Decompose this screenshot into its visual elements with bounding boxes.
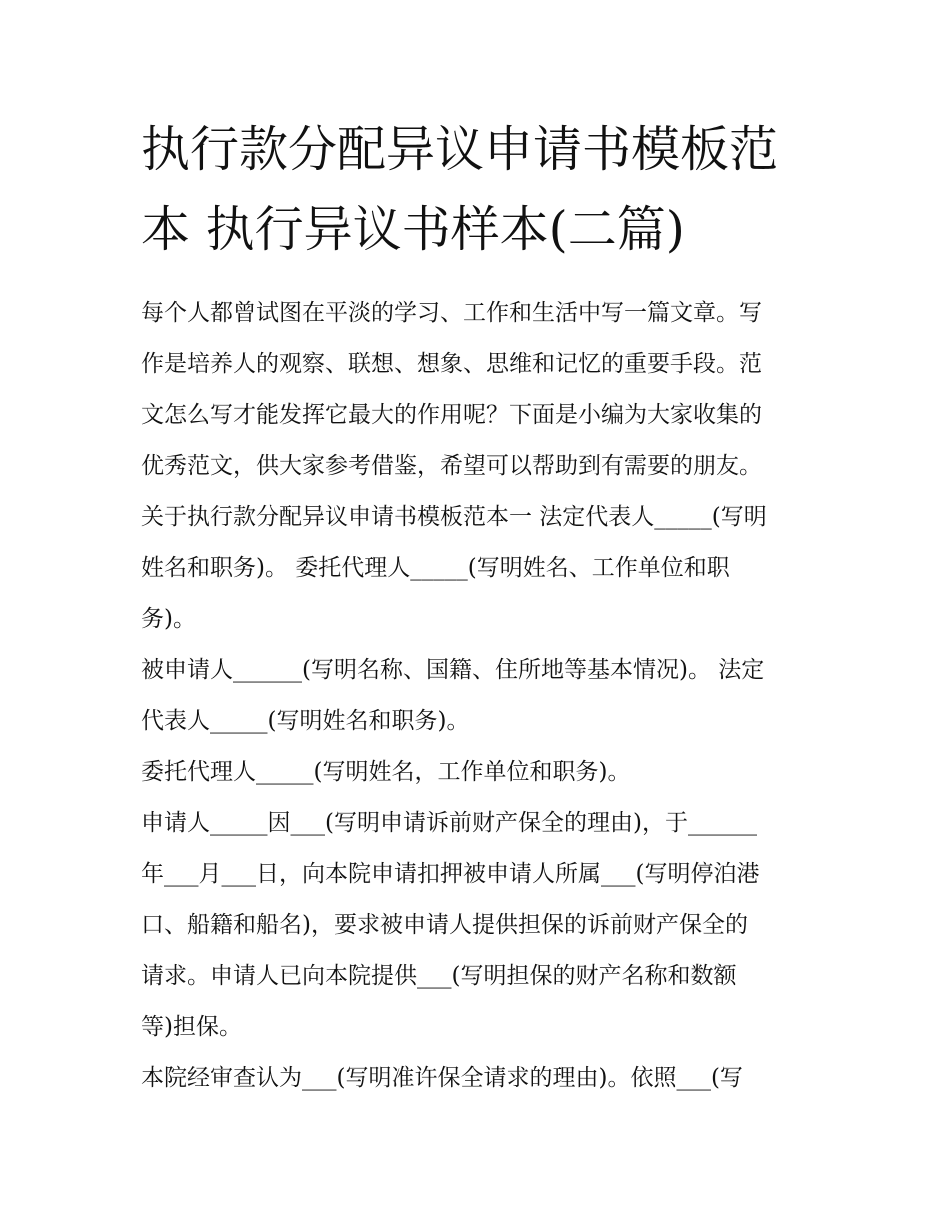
text-line: 文怎么写才能发挥它最大的作用呢？下面是小编为大家收集的: [141, 402, 762, 428]
title-line-1: 执行款分配异议申请书模板范: [141, 121, 779, 178]
text-line: 被申请人______(写明名称、国籍、住所地等基本情况)。 法定: [141, 657, 765, 683]
text-line: 务)。: [141, 606, 196, 632]
document-title: [141, 110, 821, 270]
text-line: 请求。申请人已向本院提供___(写明担保的财产名称和数额: [141, 963, 737, 989]
text-line: 姓名和职务)。 委托代理人_____(写明姓名、工作单位和职: [141, 555, 730, 581]
text-line: 代表人_____(写明姓名和职务)。: [141, 708, 470, 734]
document-page: [141, 110, 821, 1104]
text-line: 关于执行款分配异议申请书模板范本一 法定代表人_____(写明: [141, 504, 767, 530]
text-line: 每个人都曾试图在平淡的学习、工作和生活中写一篇文章。写: [141, 300, 762, 326]
paragraph-application: [141, 798, 821, 1053]
text-line: 口、船籍和船名)，要求被申请人提供担保的诉前财产保全的: [141, 912, 748, 938]
title-line-2: 本 执行异议书样本(二篇): [141, 201, 685, 258]
paragraph-intro: [141, 288, 821, 645]
paragraph-review: [141, 1053, 821, 1104]
text-line: 委托代理人_____(写明姓名，工作单位和职务)。: [141, 759, 631, 785]
paragraph-respondent: [141, 645, 821, 747]
text-line: 优秀范文，供大家参考借鉴，希望可以帮助到有需要的朋友。: [141, 453, 762, 479]
text-line: 申请人_____因___(写明申请诉前财产保全的理由)，于______: [141, 810, 757, 836]
text-line: 作是培养人的观察、联想、想象、思维和记忆的重要手段。范: [141, 351, 762, 377]
text-line: 本院经审查认为___(写明准许保全请求的理由)。依照___(写: [141, 1065, 743, 1091]
paragraph-agent: [141, 747, 821, 798]
text-line: 年___月___日，向本院申请扣押被申请人所属___(写明停泊港: [141, 861, 760, 887]
text-line: 等)担保。: [141, 1014, 242, 1040]
